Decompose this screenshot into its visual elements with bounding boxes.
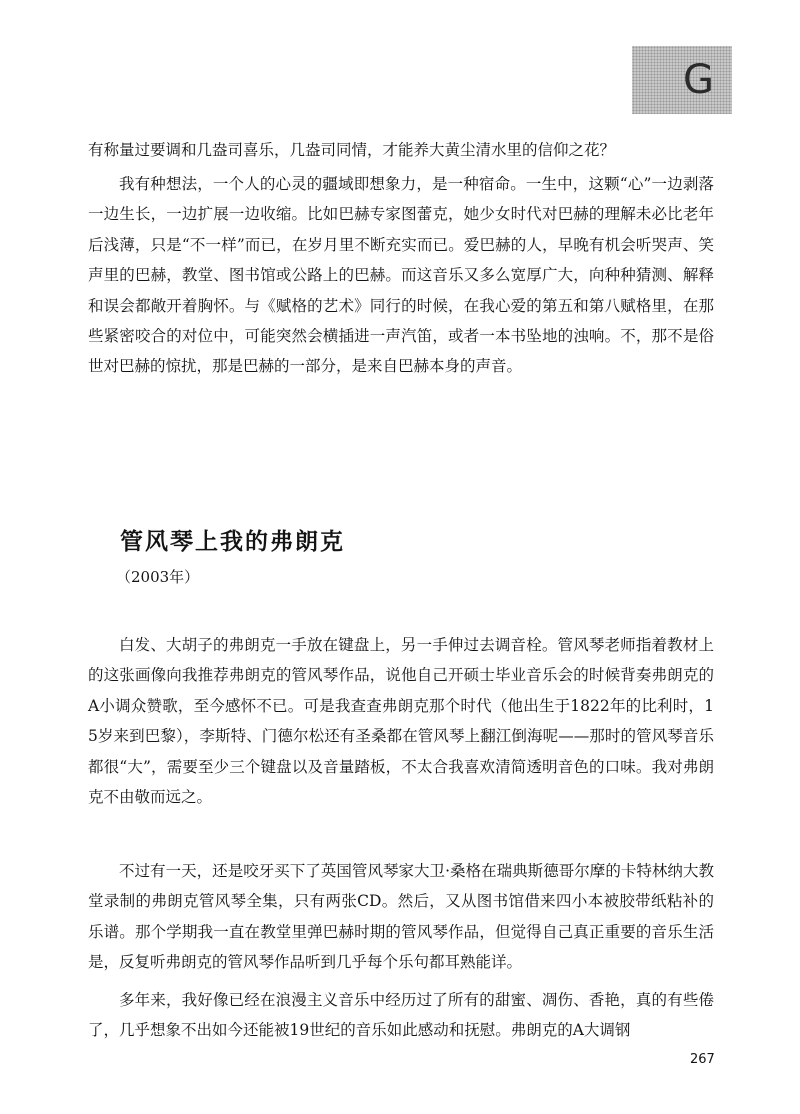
paragraph-5: 多年来，我好像已经在浪漫主义音乐中经历过了所有的甜蜜、凋伤、香艳，真的有些倦了，几乎想象不出如今还能被19世纪的音乐如此感动和抚慰。弗朗克的A大调钢 xyxy=(88,991,714,1040)
section-title: 管风琴上我的弗朗克 xyxy=(120,528,345,555)
paragraph-2: 我有种想法，一个人的心灵的疆域即想象力，是一种宿命。一生中，这颗“心”一边剥落一边生长，一边扩展一边收缩。比如巴赫专家图蕾克，她少女时代对巴赫的理解未必比老年后浅薄，只是“不一样”而已，在岁月里不断充实而已。爱巴赫的人，早晚有机会听哭声、笑声里的巴赫，教堂、图书馆或公路上的巴赫。而这音乐又多么宽厚广大，向种种猜测、解释和误会都敞开着胸怀。与《赋格的艺术》同行的时候，在我心爱的第五和第八赋格里，在那些紧密咬合的对位中，可能突然会横插进一声汽笛，或者一本书坠地的浊响。不，那不是俗世对巴赫的惊扰，那是巴赫的一部分，是来自巴赫本身的声音。 xyxy=(88,175,714,376)
paragraph-3: 白发、大胡子的弗朗克一手放在键盘上，另一手伸过去调音栓。管风琴老师指着教材上的这张画像向我推荐弗朗克的管风琴作品，说他自己开硕士毕业音乐会的时候背奏弗朗克的A小调众赞歌，至今感怀不已。可是我查查弗朗克那个时代（他出生于1822年的比利时，15岁来到巴黎），李斯特、门德尔松还有圣桑都在管风琴上翻江倒海呢——那时的管风琴音乐都很“大”，需要至少三个键盘以及音量踏板，不太合我喜欢清简透明音色的口味。我对弗朗克不由敬而远之。 xyxy=(88,636,714,807)
paragraph-1: 有称量过要调和几盎司喜乐，几盎司同情，才能养大黄尘清水里的信仰之花？ xyxy=(88,141,616,159)
chapter-letter: G xyxy=(683,57,714,103)
page-number: 267 xyxy=(690,1052,715,1067)
chapter-tab xyxy=(632,46,732,114)
paragraph-4: 不过有一天，还是咬牙买下了英国管风琴家大卫·桑格在瑞典斯德哥尔摩的卡特林纳大教堂录制的弗朗克管风琴全集，只有两张CD。然后，又从图书馆借来四小本被胶带纸粘补的乐谱。那个学期我一直在教堂里弹巴赫时期的管风琴作品，但觉得自己真正重要的音乐生活是，反复听弗朗克的管风琴作品听到几乎每个乐句都耳熟能详。 xyxy=(88,862,714,972)
section-year: （2003年） xyxy=(116,568,200,586)
